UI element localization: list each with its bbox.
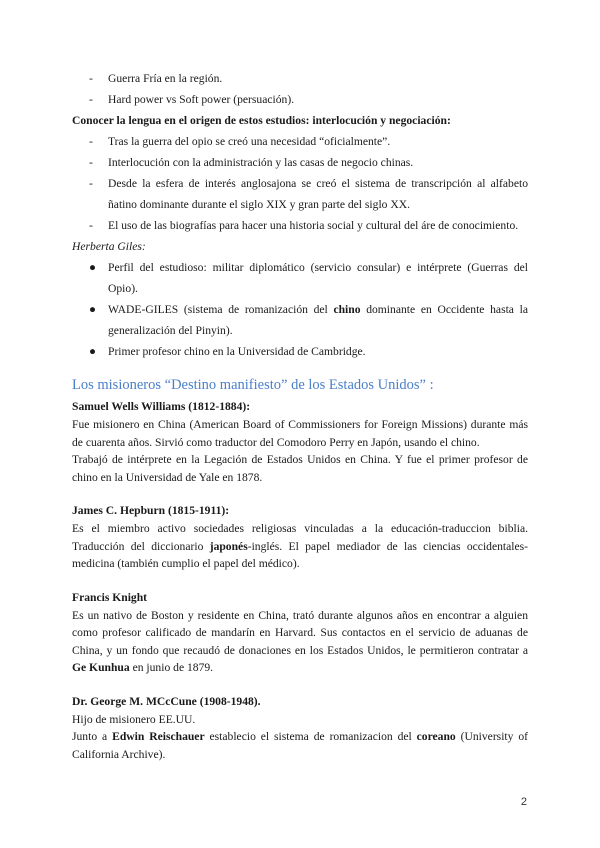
top-dash-list [72,68,528,110]
person-paragraph: Hijo de misionero EE.UU. [72,712,196,726]
list-item [72,257,528,299]
person-paragraph: Trabajó de intérprete en la Legación de Estados Unidos en China. Y fue el primer profesor de chino en la Universidad de Yale en 1878. [72,453,528,484]
paragraph-bold-text: japonés [209,539,248,553]
item-text: WADE-GILES (sistema de romanización del [108,303,334,316]
list-item: - Desde la esfera de interés anglosajona se creó el sistema de transcripción al alfabeto ñatino dominante durante el siglo XIX y gran parte del siglo XX. [72,173,528,215]
lengua-heading: Conocer la lengua en el origen de estos estudios: interlocución y negociación: [72,114,451,127]
paragraph-bold-text: coreano [416,730,456,743]
paragraph-text: establecio el sistema de romanizacion del [204,730,417,743]
list-item [72,299,528,341]
paragraph-text: Es un nativo de Boston y residente en China, trató durante algunos años en encontrar a alguien como profesor calificado de mandarín en Harvard. Sus contactos en el servicio de aduanas de China, y un fondo que recaudó de donaciones en los Estados Unidos, le permitieron contratar a [72,608,528,657]
item-text: dominante en Occidente hasta la generalización del Pinyin). [108,303,528,337]
list-item: - Guerra Fría en la región. [72,68,528,89]
page-number: 2 [520,796,527,808]
giles-bullet-list [72,257,528,362]
section-heading: Los misioneros “Destino manifiesto” de los Estados Unidos” : [72,377,434,393]
paragraph-text: Es el miembro activo sociedades religiosas vinculadas a la educación-traduccion biblia. Traducción del diccionario [72,522,528,553]
person-paragraph [72,728,528,763]
list-item: - Interlocución con la administración y las casas de negocio chinas. [72,152,528,173]
bullet-icon: ● [89,303,97,316]
page-content [72,68,528,763]
person-block [72,589,528,677]
paragraph-bold-text: Edwin Reischauer [112,730,205,743]
person-block [72,398,528,486]
bullet-icon: ● [89,345,97,358]
item-text: Perfil del estudioso: militar diplomático (servicio consular) e intérprete (Guerras del Opio). [108,261,528,295]
list-item: - El uso de las biografías para hacer una historia social y cultural del áre de conocimiento. [72,215,528,236]
paragraph-text: (University of California Archive). [72,730,528,761]
item-text: Primer profesor chino en la Universidad de Cambridge. [108,345,366,358]
paragraph-bold-text: Ge Kunhua [72,661,130,674]
person-name: James C. Hepburn (1815-1911): [72,504,230,517]
paragraph-text: en junio de 1879. [129,661,214,674]
list-item: - Hard power vs Soft power (persuación). [72,89,528,110]
bullet-icon: ● [89,261,97,274]
person-name: Dr. George M. MCcCune (1908-1948). [72,694,261,708]
person-name: Francis Knight [72,590,148,604]
giles-label: Herberta Giles: [72,240,146,253]
item-bold-text: chino [333,303,361,316]
person-paragraph: Fue misionero en China (American Board of Commissioners for Foreign Missions) durante más de cuarenta años. Sirvió como traductor del Comodoro Perry en Japón, usando el chino. [72,418,528,449]
list-item: - Tras la guerra del opio se creó una necesidad “oficialmente”. [72,131,528,152]
person-name: Samuel Wells Williams (1812-1884): [72,400,251,413]
paragraph-text: -inglés. El papel mediador de las ciencias occidentales-medicina (también cumplio el papel del médico). [72,539,529,570]
person-block [72,502,528,573]
person-paragraph [72,607,528,677]
lengua-dash-list [72,131,528,236]
person-block [72,693,528,764]
person-paragraph [72,520,528,573]
list-item [72,341,528,362]
paragraph-text: Junto a [72,730,113,743]
